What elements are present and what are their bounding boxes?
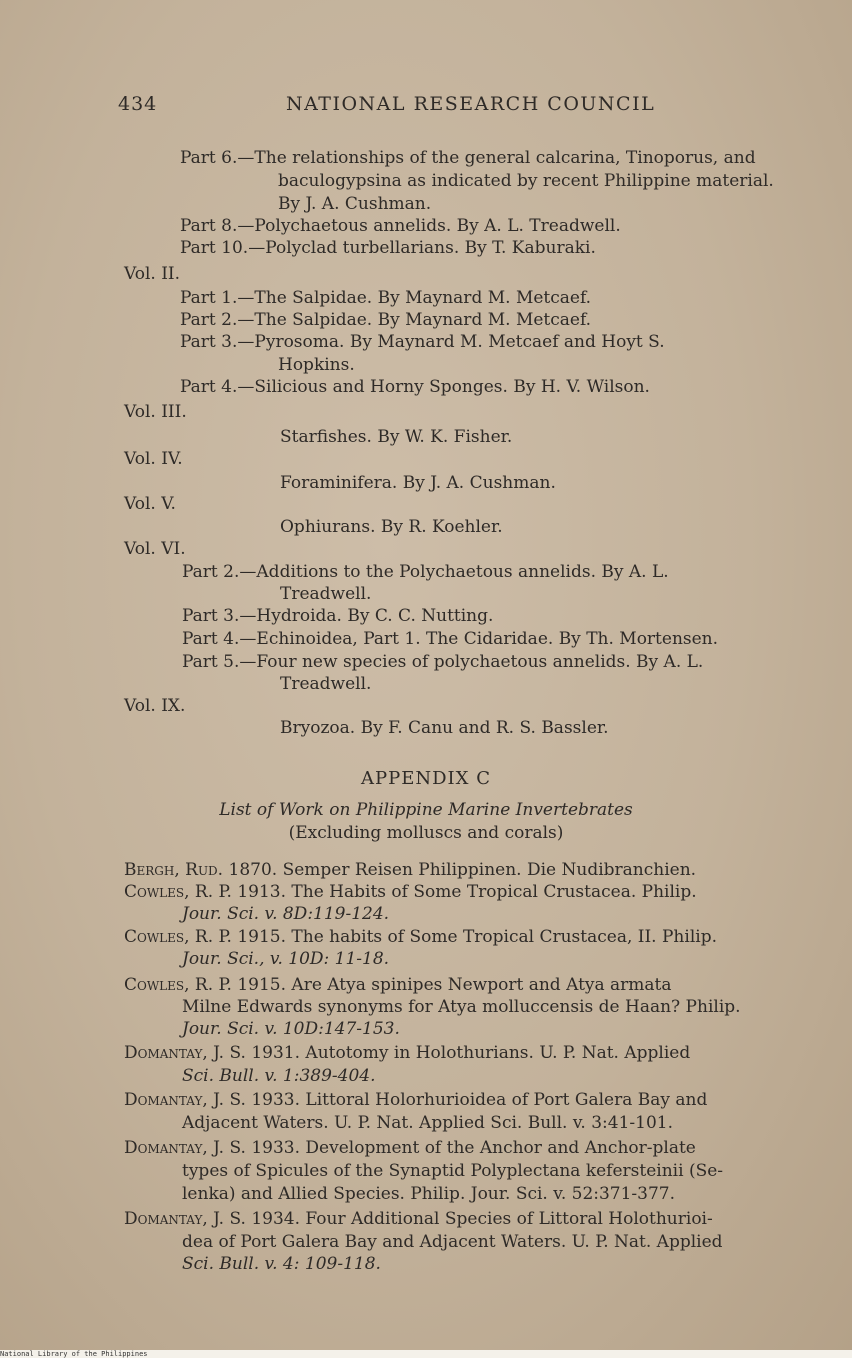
reference-entry: Bergh, Rud. 1870. Semper Reisen Philippinen. Die Nudibranchien. (124, 860, 697, 880)
list-item: Part 3.—Pyrosoma. By Maynard M. Metcaef and Hoyt S. (180, 332, 665, 352)
list-item: Part 4.—Echinoidea, Part 1. The Cidaridae. By Th. Mortensen. (182, 629, 719, 649)
reference-continuation: Milne Edwards synonyms for Atya molluccensis de Haan? Philip. (182, 997, 741, 1017)
footer-watermark: National Library of the Philippines (0, 1350, 852, 1358)
list-item: Starfishes. By W. K. Fisher. (280, 427, 513, 447)
list-item: Part 5.—Four new species of polychaetous annelids. By A. L. (182, 652, 704, 672)
list-item: Part 6.—The relationships of the general calcarina, Tinoporus, and (180, 148, 756, 168)
reference-continuation: Jour. Sci. v. 10D:147-153. (182, 1019, 400, 1039)
volume-label: Vol. IV. (124, 449, 183, 469)
reference-continuation: Adjacent Waters. U. P. Nat. Applied Sci. Bull. v. 3:41-101. (182, 1113, 673, 1133)
list-item: Part 10.—Polyclad turbellarians. By T. Kaburaki. (180, 238, 596, 258)
reference-continuation: lenka) and Allied Species. Philip. Jour. Sci. v. 52:371-377. (182, 1184, 676, 1204)
volume-label: Vol. VI. (124, 539, 186, 559)
list-item: Part 2.—The Salpidae. By Maynard M. Metcaef. (180, 310, 592, 330)
list-item: Part 8.—Polychaetous annelids. By A. L. Treadwell. (180, 216, 621, 236)
reference-entry: Cowles, R. P. 1915. The habits of Some Tropical Crustacea, II. Philip. (124, 927, 717, 947)
reference-entry: Domantay, J. S. 1933. Littoral Holorhurioidea of Port Galera Bay and (124, 1090, 708, 1110)
list-item-continuation: Treadwell. (280, 584, 372, 604)
reference-entry: Domantay, J. S. 1934. Four Additional Species of Littoral Holothurioi- (124, 1209, 713, 1229)
reference-entry: Cowles, R. P. 1913. The Habits of Some Tropical Crustacea. Philip. (124, 882, 697, 902)
reference-continuation: Sci. Bull. v. 4: 109-118. (182, 1254, 381, 1274)
volume-label: Vol. II. (124, 264, 181, 284)
list-item: Part 3.—Hydroida. By C. C. Nutting. (182, 606, 494, 626)
running-head: NATIONAL RESEARCH COUNCIL (286, 93, 656, 115)
list-item-continuation: Hopkins. (278, 355, 355, 375)
reference-entry: Domantay, J. S. 1931. Autotomy in Holothurians. U. P. Nat. Applied (124, 1043, 691, 1063)
list-item-continuation: Treadwell. (280, 674, 372, 694)
appendix-note: (Excluding molluscs and corals) (288, 823, 564, 843)
reference-entry: Cowles, R. P. 1915. Are Atya spinipes Newport and Atya armata (124, 975, 672, 995)
list-item: Part 1.—The Salpidae. By Maynard M. Metcaef. (180, 288, 592, 308)
list-item: Ophiurans. By R. Koehler. (280, 517, 503, 537)
volume-label: Vol. III. (124, 402, 187, 422)
list-item: Part 4.—Silicious and Horny Sponges. By H. V. Wilson. (180, 377, 650, 397)
page-number: 434 (118, 93, 158, 115)
list-item: Foraminifera. By J. A. Cushman. (280, 473, 556, 493)
reference-continuation: Sci. Bull. v. 1:389-404. (182, 1066, 376, 1086)
list-item-continuation: baculogypsina as indicated by recent Philippine material. (278, 171, 774, 191)
reference-continuation: Jour. Sci. v. 8D:119-124. (182, 904, 390, 924)
list-item: Part 2.—Additions to the Polychaetous annelids. By A. L. (182, 562, 669, 582)
list-item-continuation: By J. A. Cushman. (278, 194, 432, 214)
reference-continuation: types of Spicules of the Synaptid Polyplectana kefersteinii (Se- (182, 1161, 724, 1181)
volume-label: Vol. IX. (124, 696, 186, 716)
appendix-title: APPENDIX C (361, 768, 491, 789)
reference-continuation: dea of Port Galera Bay and Adjacent Waters. U. P. Nat. Applied (182, 1232, 723, 1252)
reference-entry: Domantay, J. S. 1933. Development of the Anchor and Anchor-plate (124, 1138, 696, 1158)
appendix-subtitle: List of Work on Philippine Marine Invertebrates (219, 800, 633, 820)
list-item: Bryozoa. By F. Canu and R. S. Bassler. (280, 718, 609, 738)
volume-label: Vol. V. (124, 494, 176, 514)
reference-continuation: Jour. Sci., v. 10D: 11-18. (182, 949, 390, 969)
